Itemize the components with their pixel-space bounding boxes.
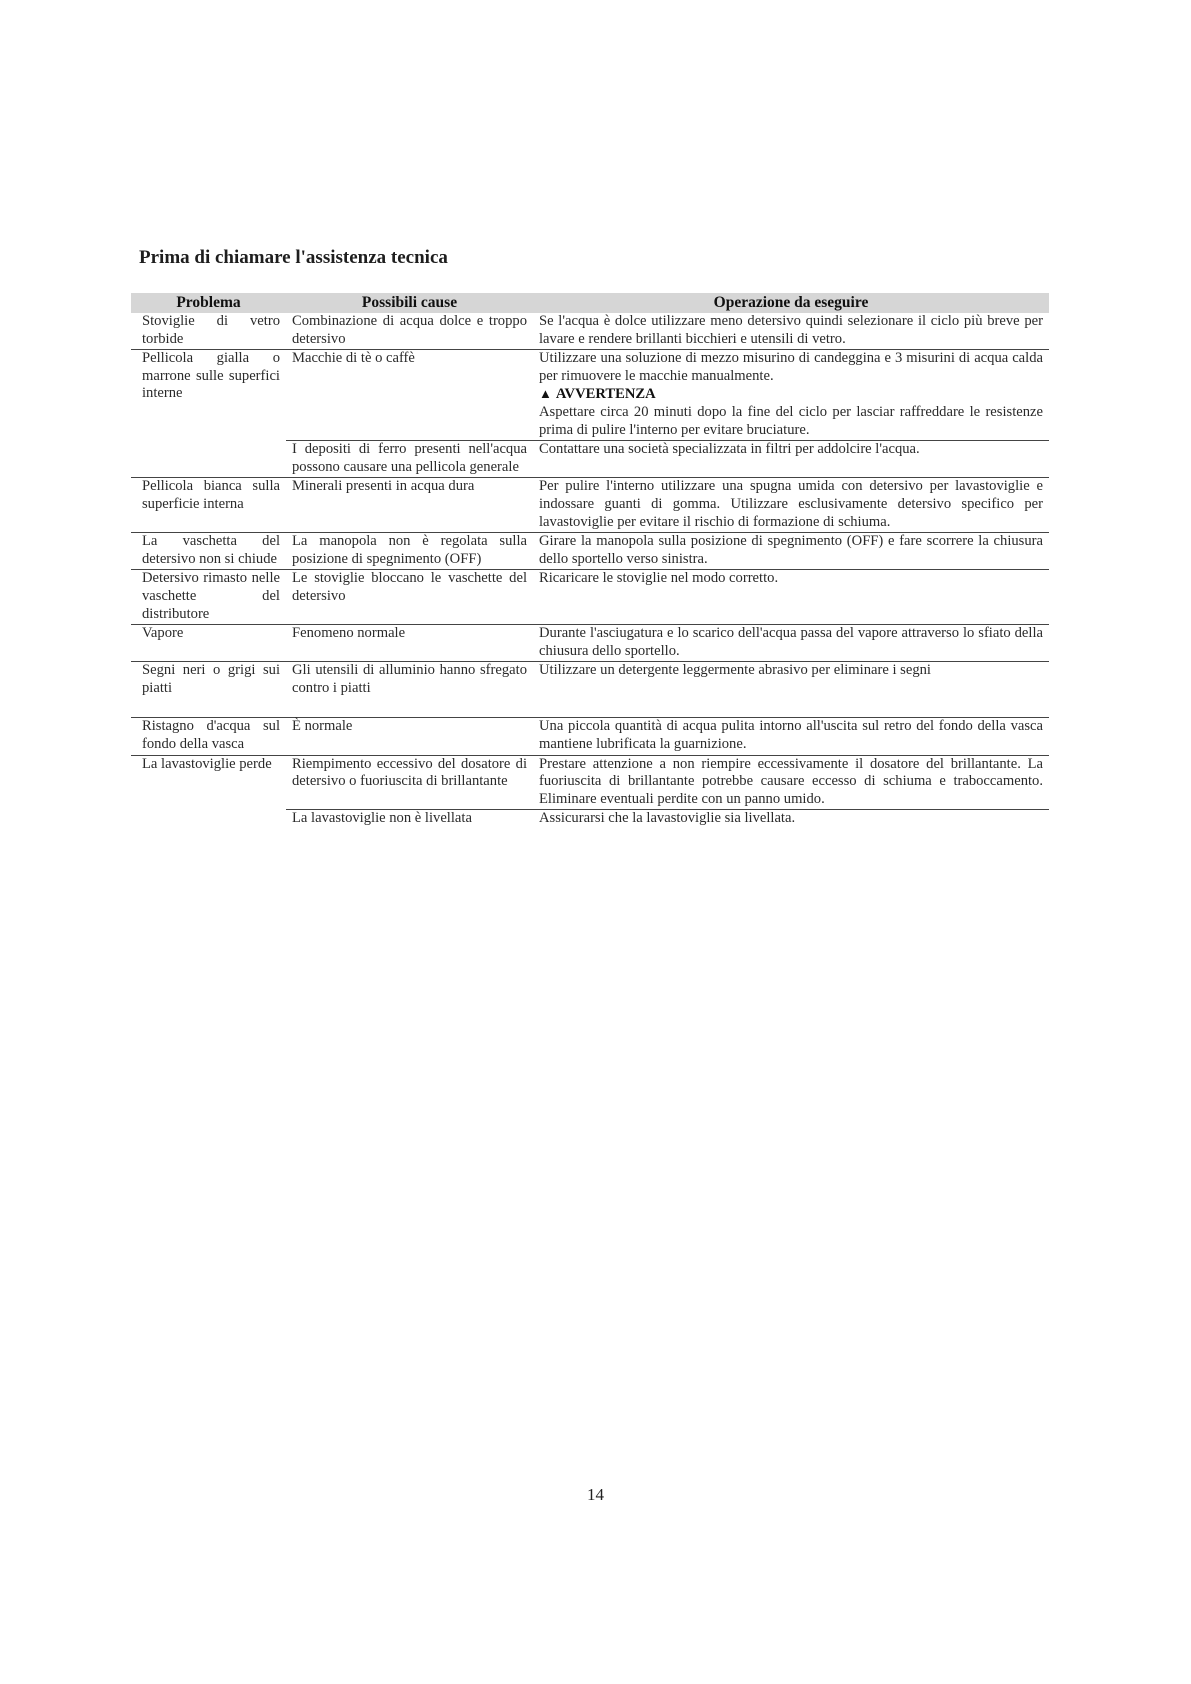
page-title: Prima di chiamare l'assistenza tecnica — [139, 247, 448, 268]
problem-cell — [131, 441, 286, 478]
problem-cell: Vapore — [131, 625, 286, 662]
cause-cell: La manopola non è regolata sulla posizione di spegnimento (OFF) — [286, 533, 533, 570]
action-text: Utilizzare una soluzione di mezzo misurino di candeggina e 3 misurini di acqua calda per rimuovere le macchie manualmente. — [539, 350, 1043, 384]
warning-triangle-icon: ▲ — [539, 386, 552, 402]
troubleshooting-table-container — [131, 293, 1049, 829]
table-row — [131, 313, 1049, 350]
action-cell: Prestare attenzione a non riempire eccessivamente il dosatore del brillantante. La fuoriuscita di brillantante potrebbe causare eccesso di schiuma e traboccamento. Eliminare eventuali perdite con un panno umido. — [533, 755, 1049, 810]
action-cell: Utilizzare un detergente leggermente abrasivo per eliminare i segni — [539, 662, 931, 679]
spacer-cell — [286, 698, 533, 718]
header-possibili-cause: Possibili cause — [286, 293, 533, 313]
table-header-row — [131, 293, 1049, 313]
table-row — [131, 662, 1049, 699]
action-cell: Girare la manopola sulla posizione di spegnimento (OFF) e fare scorrere la chiusura dello sportello verso sinistra. — [533, 533, 1049, 570]
spacer-cell — [533, 698, 1049, 718]
table-row — [131, 810, 1049, 829]
spacer-cell — [131, 698, 286, 718]
header-problema: Problema — [131, 293, 286, 313]
table-row — [131, 570, 1049, 625]
table-row — [131, 625, 1049, 662]
cause-cell: Gli utensili di alluminio hanno sfregato contro i piatti — [292, 662, 527, 696]
header-operazione: Operazione da eseguire — [533, 293, 1049, 313]
table-row — [131, 718, 1049, 755]
cause-cell: È normale — [286, 718, 533, 755]
cause-cell: La lavastoviglie non è livellata — [292, 810, 472, 827]
table-row — [131, 478, 1049, 533]
table-row-spacer — [131, 698, 1049, 718]
cause-cell: Minerali presenti in acqua dura — [286, 478, 533, 533]
action-cell: Contattare una società specializzata in filtri per addolcire l'acqua. — [533, 441, 1049, 478]
action-cell: Ricaricare le stoviglie nel modo corretto. — [533, 570, 1049, 625]
warning-heading — [539, 385, 1043, 404]
problem-cell: Detersivo rimasto nelle vaschette del distributore — [131, 570, 286, 625]
problem-cell: Pellicola gialla o marrone sulle superfici interne — [142, 350, 280, 402]
table-row — [131, 755, 1049, 810]
action-cell: Se l'acqua è dolce utilizzare meno detersivo quindi selezionare il ciclo più breve per lavare e rendere brillanti bicchieri e utensili di vetro. — [533, 313, 1049, 350]
cause-cell: I depositi di ferro presenti nell'acqua possono causare una pellicola generale — [286, 441, 533, 478]
cause-cell: Le stoviglie bloccano le vaschette del detersivo — [286, 570, 533, 625]
problem-cell: Ristagno d'acqua sul fondo della vasca — [131, 718, 286, 755]
table-row — [131, 350, 1049, 441]
problem-cell: Stoviglie di vetro torbide — [131, 313, 286, 350]
cause-cell: Combinazione di acqua dolce e troppo detersivo — [286, 313, 533, 350]
problem-cell: Pellicola bianca sulla superficie interna — [131, 478, 286, 533]
page-number: 14 — [587, 1485, 604, 1504]
action-cell: Assicurarsi che la lavastoviglie sia livellata. — [539, 810, 796, 827]
action-cell: Durante l'asciugatura e lo scarico dell'acqua passa del vapore attraverso lo sfiato della chiusura dello sportello. — [533, 625, 1049, 662]
warning-label: AVVERTENZA — [555, 386, 656, 403]
problem-cell: Segni neri o grigi sui piatti — [142, 662, 280, 696]
problem-cell — [131, 810, 286, 829]
action-cell: Una piccola quantità di acqua pulita intorno all'uscita sul retro del fondo della vasca mantiene lubrificata la guarnizione. — [533, 718, 1049, 755]
cause-cell: Macchie di tè o caffè — [286, 350, 533, 441]
table-row — [131, 441, 1049, 478]
troubleshooting-table — [131, 293, 1049, 829]
cause-cell: Riempimento eccessivo del dosatore di detersivo o fuoriuscita di brillantante — [286, 755, 533, 810]
action-cell: Per pulire l'interno utilizzare una spugna umida con detersivo per lavastoviglie e indossare guanti di gomma. Utilizzare esclusivamente detersivo specifico per lavastoviglie per evitare il rischio di formazione di schiuma. — [533, 478, 1049, 533]
problem-cell: La vaschetta del detersivo non si chiude — [131, 533, 286, 570]
cause-cell: Fenomeno normale — [286, 625, 533, 662]
action-cell — [533, 350, 1049, 441]
warning-text: Aspettare circa 20 minuti dopo la fine del ciclo per lasciar raffreddare le resistenze prima di pulire l'interno per evitare bruciature. — [539, 403, 1043, 438]
problem-cell: La lavastoviglie perde — [142, 755, 272, 772]
table-row — [131, 533, 1049, 570]
